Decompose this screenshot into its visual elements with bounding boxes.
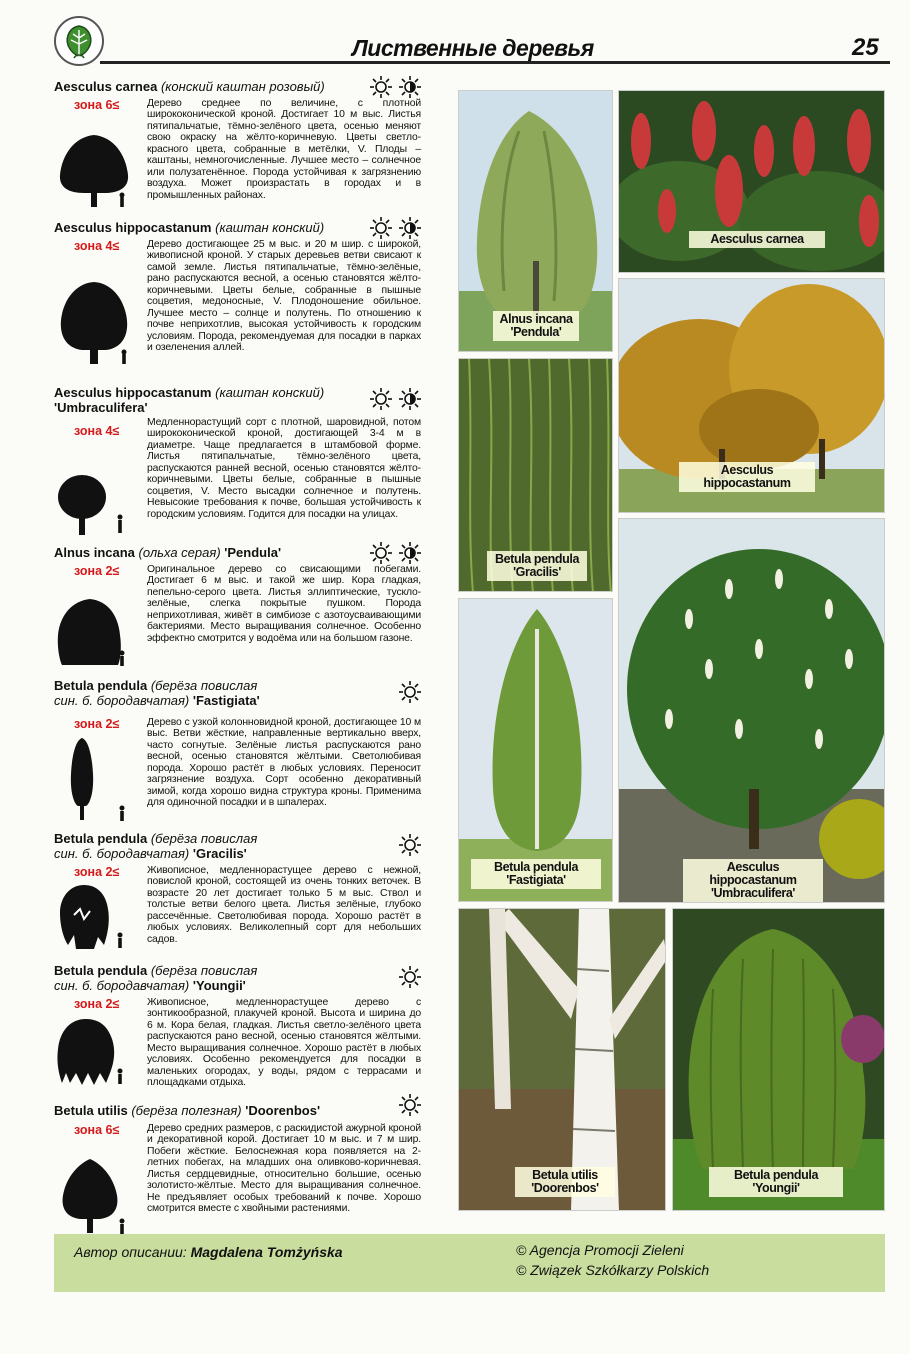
russian-name: (берёза повислая [150,963,258,978]
photo-caption: Betula utilis 'Doorenbos' [515,1167,615,1197]
photo-betula-pendula-gracilis [458,358,613,592]
zone-label: зона 4≤ [74,424,120,438]
half-shade-icon [398,387,422,411]
sun-icon [369,541,393,565]
russian-name: (ольха серая) [138,545,221,560]
half-shade-icon [398,541,422,565]
entry-description: Живописное, медленнорастущее дерево с нежной, повислой кроной, состоящей из очень тонких веточек. В возрасте 20 лет достигает только 5 м выс. Ствол и толстые ветви белого цвета. Листья зелёные, глубоко рассечённые. Светолюбивая порода. Хорошо растёт в любых условиях. Великолепный сорт для небольших садов. [147,865,421,945]
zone-label: зона 2≤ [74,997,120,1011]
cultivar-name: 'Pendula' [224,545,282,560]
russian-synonym: син. б. бородавчатая) [54,978,190,993]
zone-label: зона 2≤ [74,865,120,879]
photo-aesculus-carnea [618,90,885,273]
photo-caption: Alnus incana 'Pendula' [493,311,579,341]
credit-line: © Agencja Promocji Zieleni [516,1242,684,1258]
latin-name: Alnus incana [54,545,135,560]
latin-name: Betula pendula [54,678,148,693]
light-icons [369,216,422,240]
photo-betula-pendula-fastigiata [458,598,613,902]
entry-title [54,963,424,993]
entry-betula-pendula-youngii [54,963,424,1103]
entry-description: Живописное, медленнорастущее дерево с зонтикообразной, плакучей кроной. Высота и ширина до 6 м. Кора белая, гладкая. Листья светло-зелёного цвета распускаются рано весной, осенью становятся жёлтыми. Место выращивания солнечное. Хорошо растёт в любых условиях. Особенно рекомендуется для посадки в маленьких огородах, у воды, рядом с террасами и площадками отдыха. [147,997,421,1089]
russian-name: (берёза повислая [150,831,258,846]
photo-alnus-incana-pendula [458,90,613,352]
photo-betula-pendula-youngii [672,908,885,1211]
entry-aesculus-hippocastanum-umbraculifera [54,385,424,545]
credit-line: © Związek Szkółkarzy Polskich [516,1262,710,1278]
light-icons [398,1093,422,1117]
page-number: 25 [852,34,879,61]
entry-description: Дерево с узкой колонновидной кроной, достигающее 10 м выс. Ветви жёсткие, направленные вертикально вверх, часто согнутые. Зелёные листья распускаются рано весной, осенью становятся жёлтыми. Светолюбивая порода. Хорошо растёт в любых условиях. Переносит загрязнение воздуха. Сорт особенно декоративный зимой, когда хорошо видна структура кроны. Применима для одиночной посадки и в шпалерах. [147,717,421,809]
latin-name: Betula pendula [54,963,148,978]
cultivar-name: 'Fastigiata' [192,693,260,708]
russian-synonym: син. б. бородавчатая) [54,693,190,708]
entry-description: Оригинальное дерево со свисающими побегами. Достигает 6 м выс. и такой же шир. Кора гладкая, пепельно-серого цвета. Листья эллиптические, тускло-зелёные, слегка покрытые пушком. Порода неприхотливая, живёт в симбиозе с азотоусваивающими бактериями. Место выращивания солнечное. Особенно эффектно смотрится у водоёма или на большом газоне. [147,564,421,644]
sun-icon [398,833,422,857]
light-icons [398,680,422,704]
half-shade-icon [398,75,422,99]
tree-silhouette-icon [54,734,134,824]
entry-description: Медленнорастущий сорт с плотной, шаровидной, потом ширококонической кроной, достигающей 3-4 м в диаметре. Чаще предлагается в штамбовой форме. Листья пятипальчатые, тёмно-зелёного цвета, распускаются ранней весной, осенью становятся жёлто-коричневыми. Цветы белые, собранные в пышные соцветия, V. Место высадки солнечное и полутень. Невысокие требования к почве, большая устойчивость к городским условиям. Годится для посадки на улицах. [147,417,421,520]
latin-name: Aesculus hippocastanum [54,385,212,400]
light-icons [369,75,422,99]
section-title: Лиственные деревья [352,35,594,61]
light-icons [369,387,422,411]
footer-band [54,1234,885,1292]
light-icons [369,541,422,565]
tree-silhouette-icon [54,1015,134,1090]
sun-icon [369,75,393,99]
credits [516,1240,709,1280]
entry-alnus-incana-pendula [54,545,424,680]
sun-icon [369,216,393,240]
photo-caption: Aesculus hippocastanum [679,462,815,492]
sun-icon [369,387,393,411]
cultivar-name: 'Gracilis' [192,846,247,861]
photo-aesculus-hippocastanum-umbraculifera [618,518,885,903]
entry-description: Дерево средних размеров, с раскидистой ажурной кроной и декоративной корой. Достигает 10 м выс. и 7 м шир. Побеги жёсткие. Белоснежная кора появляется на 2-летних побегах, на младших она оливково-коричневая. Листья сердцевидные, относительно большие, осенью золотисто-жёлтые. Место для выращивания солнечное. Не предъявляет особых требований к почве. Хорошо смотрится вместе с хвойными растениями. [147,1123,421,1215]
photo-aesculus-hippocastanum [618,278,885,513]
entry-title [54,1103,424,1118]
latin-name: Aesculus carnea [54,79,158,94]
photo-caption: Aesculus hippocastanum 'Umbraculifera' [683,859,823,902]
entry-title [54,831,424,861]
russian-name: (конский каштан розовый) [160,79,325,94]
photo-caption: Betula pendula 'Gracilis' [487,551,587,581]
latin-name: Aesculus hippocastanum [54,220,212,235]
tree-silhouette-icon [54,471,134,541]
tree-silhouette-icon [54,278,134,368]
author-line [74,1244,343,1260]
light-icons [398,833,422,857]
tree-silhouette-icon [54,1155,134,1237]
cultivar-name: 'Umbraculifera' [54,400,148,415]
tree-silhouette-icon [54,595,134,670]
zone-label: зона 6≤ [74,98,120,112]
zone-label: зона 2≤ [74,564,120,578]
half-shade-icon [398,216,422,240]
sun-icon [398,1093,422,1117]
latin-name: Betula utilis [54,1103,128,1118]
cultivar-name: 'Youngii' [192,978,246,993]
entry-description: Дерево среднее по величине, с плотной ширококонической кроной. Достигает 10 м выс. Листья пятипальчатые, тёмно-зелёного цвета, осенью меняют свою окраску на жёлто-коричневую. Цветы светло-красного цвета, собранные в метёлки, V. Плоды – каштаны, немногочисленные. Лучшее место – солнечное или полузатенённое. Порода устойчивая к загрязнению воздуха. Может произрастать в городах и в промышленных районах. [147,98,421,201]
sun-icon [398,680,422,704]
author-label: Автор описании: [74,1244,187,1260]
zone-label: зона 6≤ [74,1123,120,1137]
photo-caption: Betula pendula 'Youngii' [709,1167,843,1197]
entry-betula-pendula-gracilis [54,831,424,961]
zone-label: зона 2≤ [74,717,120,731]
entry-aesculus-hippocastanum [54,220,424,385]
author-name: Magdalena Tomżyńska [190,1244,343,1260]
zone-label: зона 4≤ [74,239,120,253]
latin-name: Betula pendula [54,831,148,846]
photo-betula-utilis-doorenbos [458,908,666,1211]
tree-silhouette-icon [54,131,134,211]
light-icons [398,965,422,989]
leaf-logo-icon [54,16,104,66]
russian-name: (каштан конский) [215,385,325,400]
russian-name: (берёза повислая [150,678,258,693]
entry-title [54,678,424,708]
photo-caption: Betula pendula 'Fastigiata' [471,859,601,889]
entry-betula-pendula-fastigiata [54,678,424,828]
page-header [0,0,910,80]
entry-aesculus-carnea [54,79,424,214]
russian-name: (берёза полезная) [131,1103,242,1118]
sun-icon [398,965,422,989]
cultivar-name: 'Doorenbos' [245,1103,321,1118]
tree-silhouette-icon [54,879,134,954]
photo-caption: Aesculus carnea [689,231,825,248]
entry-betula-utilis-doorenbos [54,1103,424,1243]
russian-name: (каштан конский) [215,220,325,235]
russian-synonym: син. б. бородавчатая) [54,846,190,861]
entry-description: Дерево достигающее 25 м выс. и 20 м шир. с широкой, живописной кроной. У старых деревьев ветви свисают к самой земле. Листья пятипальчатые, тёмно-зелёные, рано распускаются весной, а осенью становятся жёлто-коричневыми. Цветы белые, собранные в пышные соцветия, медоносные, V. Плодоношение обильное. Лучшее место – солнце и полутень. По отношению к почве неприхотлив, высокая устойчивость к городским условиям. Порода, рекомендуемая для посадки в парках и озеленения аллей. [147,239,421,354]
